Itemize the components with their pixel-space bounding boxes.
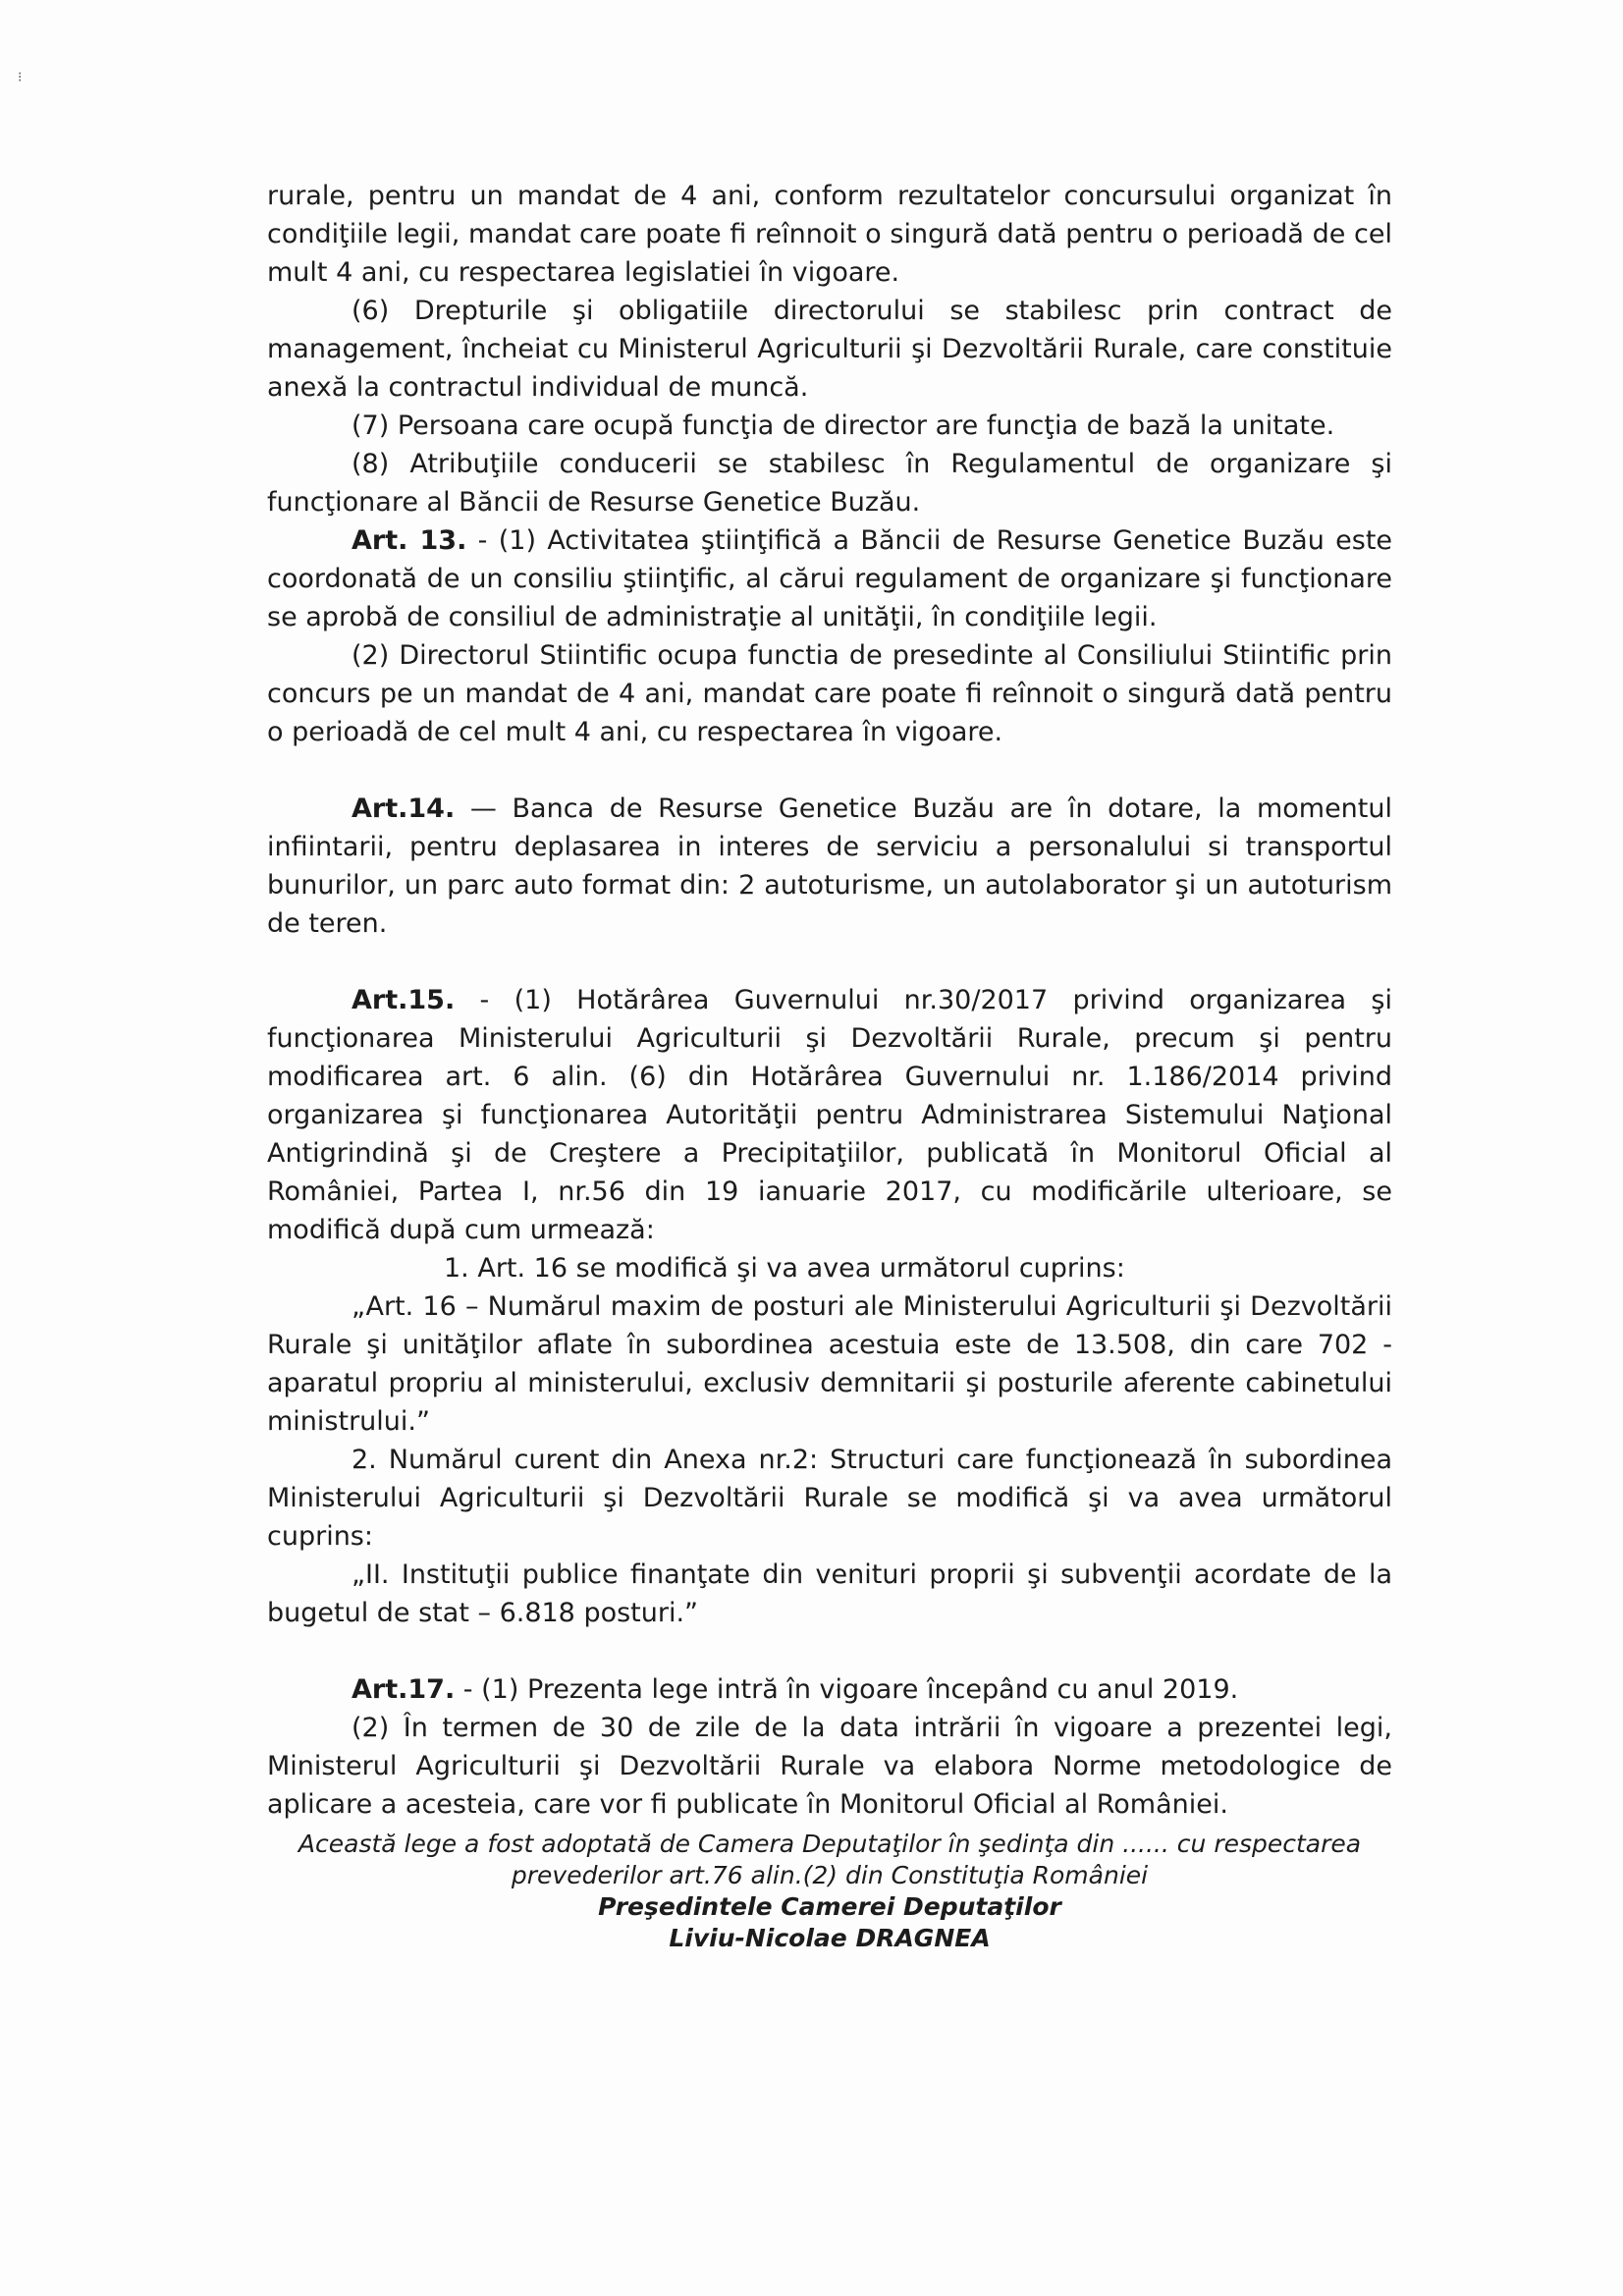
art17-label: Art.17.: [352, 1674, 456, 1705]
art15-paragraph-1: [267, 981, 1392, 1249]
art17-text-1: - (1) Prezenta lege intră în vigoare începând cu anul 2019.: [455, 1674, 1239, 1705]
art13-label: Art. 13.: [352, 525, 467, 556]
footer-signatory-name: Liviu-Nicolae DRAGNEA: [669, 1924, 991, 1952]
art15-item2-quote: „II. Instituţii publice finanţate din venituri proprii şi subvenţii acordate de la bugetul de stat – 6.818 posturi.”: [267, 1559, 1392, 1628]
art14-text: — Banca de Resurse Genetice Buzău are în dotare, la momentul infiintarii, pentru deplasarea in interes de serviciu a personalului si transportul bunurilor, un parc auto format din: 2 autoturisme, un autolaborator şi un autoturism de teren.: [267, 793, 1392, 939]
art17-paragraph-1: [267, 1670, 1392, 1709]
document-body: [267, 177, 1392, 1824]
art15-text-1: - (1) Hotărârea Guvernului nr.30/2017 privind organizarea şi funcţionarea Ministerului Agriculturii şi Dezvoltării Rurale, precum şi pentru modificarea art. 6 alin. (6) din Hotărârea Guvernului nr. 1.186/2014 privind organizarea şi funcţionarea Autorităţii pentru Administrarea Sistemului Naţional Antigrindină şi de Creştere a Precipitaţiilor, publicată în Monitorul Oficial al României, Partea I, nr.56 din 19 ianuarie 2017, cu modificările ulterioare, se modifică după cum urmează:: [267, 985, 1392, 1245]
art13-paragraph-1: [267, 521, 1392, 636]
art12-continuation: rurale, pentru un mandat de 4 ani, conform rezultatelor concursului organizat în condiţiile legii, mandat care poate fi reînnoit o singură dată pentru o perioadă de cel mult 4 ani, cu respectarea legislatiei în vigoare.: [267, 181, 1392, 288]
footer-adoption-line: Această lege a fost adoptată de Camera Deputaţilor în şedinţa din ...... cu respectarea: [298, 1830, 1362, 1858]
art12-paragraph-8: (8) Atribuţiile conducerii se stabilesc în Regulamentul de organizare şi funcţionare al Băncii de Resurse Genetice Buzău.: [267, 449, 1392, 518]
art14-paragraph: [267, 790, 1392, 943]
adoption-footer: [255, 1829, 1404, 1954]
art15-item1-text: „Art. 16 – Numărul maxim de posturi ale Ministerului Agriculturii şi Dezvoltării Rurale şi unităţilor aflate în subordinea acestuia este de 13.508, din care 702 - aparatul propriu al ministerului, exclusiv demnitarii şi posturile aferente cabinetului ministrului.”: [267, 1291, 1392, 1437]
footer-constitution-line: prevederilor art.76 alin.(2) din Constituţia României: [511, 1861, 1149, 1889]
art15-item1-head: 1. Art. 16 se modifică şi va avea următorul cuprins:: [444, 1253, 1125, 1284]
art13-paragraph-2: (2) Directorul Stiintific ocupa functia de presedinte al Consiliului Stiintific prin concurs pe un mandat de 4 ani, mandat care poate fi reînnoit o singură dată pentru o perioadă de cel mult 4 ani, cu respectarea în vigoare.: [267, 640, 1392, 747]
corner-mark: ⁝: [18, 70, 23, 85]
art17-paragraph-2: (2) În termen de 30 de zile de la data intrării în vigoare a prezentei legi, Ministerul Agriculturii şi Dezvoltării Rurale va elabora Norme metodologice de aplicare a acesteia, care vor fi publicate în Monitorul Oficial al României.: [267, 1713, 1392, 1820]
footer-signatory-title: Preşedintele Camerei Deputaţilor: [598, 1892, 1061, 1921]
art15-label: Art.15.: [352, 985, 456, 1015]
art12-paragraph-7: (7) Persoana care ocupă funcţia de director are funcţia de bază la unitate.: [352, 410, 1335, 441]
art12-paragraph-6: (6) Drepturile şi obligatiile directorului se stabilesc prin contract de management, încheiat cu Ministerul Agriculturii şi Dezvoltării Rurale, care constituie anexă la contractul individual de muncă.: [267, 296, 1392, 403]
art14-label: Art.14.: [352, 793, 456, 824]
art13-text-1: - (1) Activitatea ştiinţifică a Băncii de Resurse Genetice Buzău este coordonată de un consiliu ştiinţific, al cărui regulament de organizare şi funcţionare se aprobă de consiliul de administraţie al unităţii, în condiţiile legii.: [267, 525, 1393, 632]
art15-item2-text: 2. Numărul curent din Anexa nr.2: Structuri care funcţionează în subordinea Ministerului Agriculturii şi Dezvoltării Rurale se modifică şi va avea următorul cuprins:: [267, 1445, 1392, 1552]
